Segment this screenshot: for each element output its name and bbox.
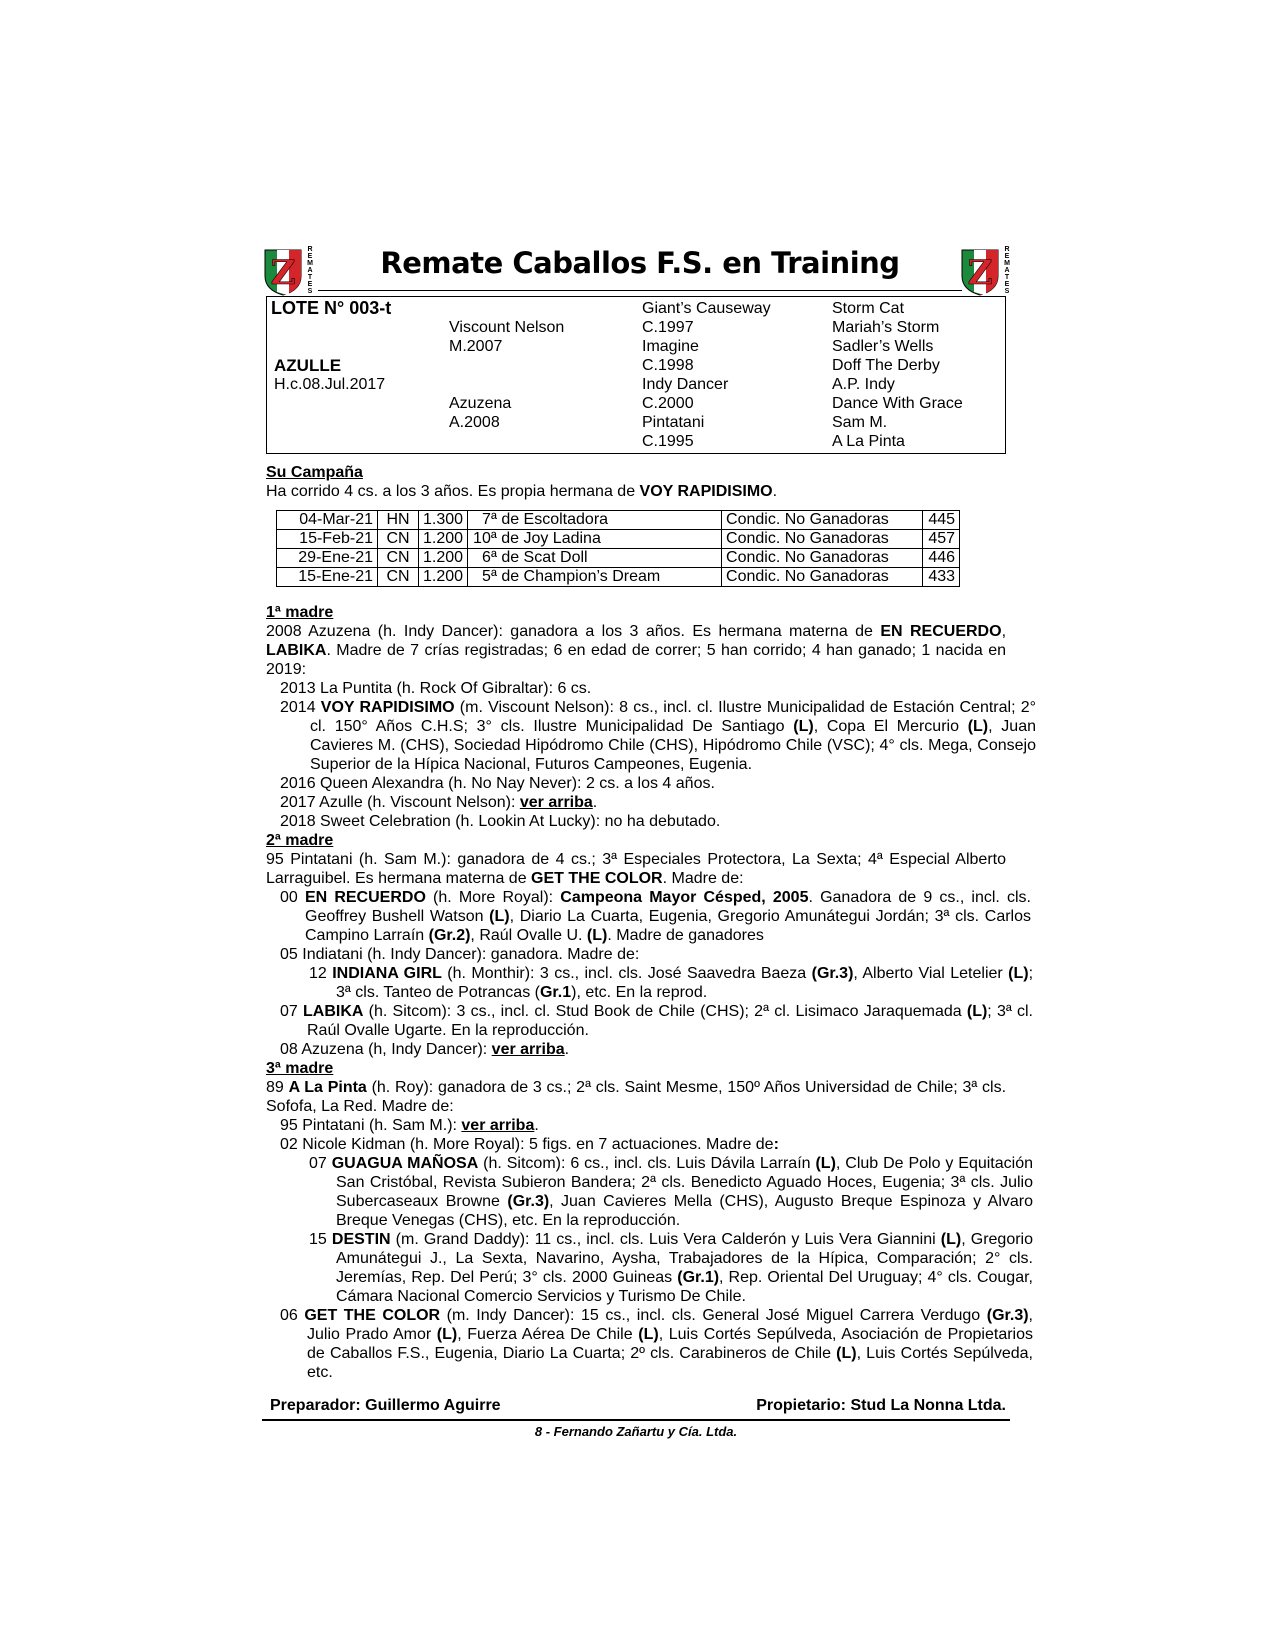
first-dam-section	[266, 603, 1006, 679]
grandparent-name: Indy Dancer	[642, 376, 729, 393]
grandparent-name: Imagine	[642, 338, 699, 355]
logo-left	[263, 246, 318, 296]
second-dam-heading: 2ª madre	[266, 832, 334, 849]
logo-letter: Z	[967, 253, 993, 293]
footer-divider	[262, 1419, 1010, 1421]
table-row: 15-Feb-21 CN 1.200 10ª de Joy Ladina Condic. No Ganadoras 457	[277, 530, 960, 549]
offspring-entry: 07 GUAGUA MAÑOSA (h. Sitcom): 6 cs., incl. cls. Luis Dávila Larraín (L), Club De Polo y Equitación San Cristóbal, Revista Subieron Bandera; 2ª cls. Benedicto Aguado Hoces, Eugenia; 3ª cls. Julio Subercaseaux Browne (Gr.3), Juan Cavieres Mella (CHS), Augusto Breque Espinoza y Alvaro Breque Venegas (CHS), etc. En la reproducción.	[309, 1155, 1034, 1229]
great-grandparent: A.P. Indy	[832, 376, 895, 393]
offspring-entry: 08 Azuzena (h, Indy Dancer): ver arriba.	[280, 1041, 570, 1058]
page-title: Remate Caballos F.S. en Training	[380, 246, 900, 280]
offspring-entry: 02 Nicole Kidman (h. More Royal): 5 figs. en 7 actuaciones. Madre de:	[280, 1136, 779, 1153]
offspring-entry: 05 Indiatani (h. Indy Dancer): ganadora. Madre de:	[280, 946, 640, 963]
campaign-heading: Su Campaña	[266, 464, 363, 481]
campaign-section	[266, 463, 1006, 501]
third-dam-section	[266, 1059, 1006, 1116]
horse-info: H.c.08.Jul.2017	[274, 376, 386, 393]
owner-label: Propietario: Stud La Nonna Ltda.	[756, 1397, 1006, 1414]
grandparent-info: C.1995	[642, 433, 694, 450]
great-grandparent: Mariah’s Storm	[832, 319, 940, 336]
grandparent-name: Pintatani	[642, 414, 705, 431]
ver-arriba-link[interactable]: ver arriba	[491, 1041, 565, 1058]
logo-right	[960, 246, 1015, 296]
title-underline	[318, 290, 962, 291]
ver-arriba-link[interactable]: ver arriba	[519, 794, 593, 811]
table-row: 29-Ene-21 CN 1.200 6ª de Scat Doll Condic. No Ganadoras 446	[277, 549, 960, 568]
great-grandparent: Doff The Derby	[832, 357, 940, 374]
sire-name: Viscount Nelson	[449, 319, 565, 336]
lot-number: LOTE N° 003-t	[271, 298, 392, 318]
page-footer: 8 - Fernando Zañartu y Cía. Ltda.	[534, 1424, 738, 1439]
remates-shield-logo	[263, 246, 303, 296]
offspring-entry: 07 LABIKA (h. Sitcom): 3 cs., incl. cl. Stud Book de Chile (CHS); 2ª cl. Lisimaco Jaraquemada (L); 3ª cl. Raúl Ovalle Ugarte. En la reproducción.	[280, 1003, 1033, 1039]
logo-vertical-text: R E M A T E S	[1004, 246, 1010, 295]
grandparent-info: C.1998	[642, 357, 694, 374]
ver-arriba-link[interactable]: ver arriba	[461, 1117, 535, 1134]
offspring-entry: 2013 La Puntita (h. Rock Of Gibraltar): 6 cs.	[280, 680, 592, 697]
horse-name: AZULLE	[274, 356, 342, 375]
table-row: 04-Mar-21 HN 1.300 7ª de Escoltadora Condic. No Ganadoras 445	[277, 511, 960, 530]
offspring-entry: 2016 Queen Alexandra (h. No Nay Never): 2 cs. a los 4 años.	[280, 775, 715, 792]
great-grandparent: A La Pinta	[832, 433, 905, 450]
pedigree-box	[266, 296, 1006, 454]
offspring-entry: 15 DESTIN (m. Grand Daddy): 11 cs., incl. cls. Luis Vera Calderón y Luis Vera Giannini (L), Gregorio Amunátegui J., La Sexta, Navarino, Aysha, Trabajadores de la Hípica, Comparación; 2° cls. Jeremías, Rep. Del Perú; 3° cls. 2000 Guineas (Gr.1), Rep. Oriental Del Uruguay; 4° cls. Cougar, Cámara Nacional Comercio Servicios y Turismo De Chile.	[309, 1231, 1034, 1305]
first-dam-heading: 1ª madre	[266, 604, 334, 621]
sire-info: M.2007	[449, 338, 503, 355]
grandparent-info: C.2000	[642, 395, 694, 412]
dam-name: Azuzena	[449, 395, 512, 412]
second-dam-section	[266, 831, 1006, 888]
offspring-entry: 2014 VOY RAPIDISIMO (m. Viscount Nelson): 8 cs., incl. cl. Ilustre Municipalidad de Estación Central; 2° cl. 150° Años C.H.S; 3° cls. Ilustre Municipalidad De Santiago (L), Copa El Mercurio (L), Juan Cavieres M. (CHS), Sociedad Hipódromo Chile (CHS), Hipódromo Chile (VSC); 4° cls. Mega, Consejo Superior de la Hípica Nacional, Futuros Campeones, Eugenia.	[280, 699, 1036, 773]
grandparent-info: C.1997	[642, 319, 694, 336]
second-dam-intro: 95 Pintatani (h. Sam M.): ganadora de 4 cs.; 3ª Especiales Protectora, La Sexta; 4ª Especial Alberto Larraguibel. Es hermana materna de GET THE COLOR. Madre de:	[266, 851, 1006, 887]
third-dam-heading: 3ª madre	[266, 1060, 334, 1077]
remates-shield-logo	[960, 246, 1000, 296]
great-grandparent: Sam M.	[832, 414, 888, 431]
offspring-entry: 95 Pintatani (h. Sam M.): ver arriba.	[280, 1117, 539, 1134]
great-grandparent: Storm Cat	[832, 300, 905, 317]
logo-vertical-text: R E M A T E S	[307, 246, 313, 295]
first-dam-intro: 2008 Azuzena (h. Indy Dancer): ganadora a los 3 años. Es hermana materna de EN RECUERDO, LABIKA. Madre de 7 crías registradas; 6 en edad de correr; 5 han corrido; 4 han ganado; 1 nacida en 2019:	[266, 623, 1007, 678]
offspring-entry: 12 INDIANA GIRL (h. Monthir): 3 cs., incl. cls. José Saavedra Baeza (Gr.3), Alberto Vial Letelier (L); 3ª cls. Tanteo de Potrancas (Gr.1), etc. En la reprod.	[309, 965, 1034, 1001]
campaign-summary: Ha corrido 4 cs. a los 3 años. Es propia hermana de VOY RAPIDISIMO.	[266, 483, 778, 500]
offspring-entry: 06 GET THE COLOR (m. Indy Dancer): 15 cs., incl. cls. General José Miguel Carrera Verdugo (Gr.3), Julio Prado Amor (L), Fuerza Aérea De Chile (L), Luis Cortés Sepúlveda, Asociación de Propietarios de Caballos F.S., Eugenia, Diario La Cuarta; 2º cls. Carabineros de Chile (L), Luis Cortés Sepúlveda, etc.	[280, 1307, 1034, 1381]
race-table	[276, 510, 960, 587]
offspring-entry: 00 EN RECUERDO (h. More Royal): Campeona Mayor Césped, 2005. Ganadora de 9 cs., incl. cls. Geoffrey Bushell Watson (L), Diario La Cuarta, Eugenia, Gregorio Amunátegui Jordán; 3ª cls. Carlos Campino Larraín (Gr.2), Raúl Ovalle U. (L). Madre de ganadores	[280, 889, 1032, 944]
dam-info: A.2008	[449, 414, 500, 431]
offspring-entry: 2017 Azulle (h. Viscount Nelson): ver arriba.	[280, 794, 598, 811]
table-row: 15-Ene-21 CN 1.200 5ª de Champion’s Dream Condic. No Ganadoras 433	[277, 568, 960, 587]
grandparent-name: Giant’s Causeway	[642, 300, 771, 317]
logo-letter: Z	[270, 253, 296, 293]
trainer-label: Preparador: Guillermo Aguirre	[270, 1397, 501, 1414]
great-grandparent: Sadler’s Wells	[832, 338, 934, 355]
offspring-entry: 2018 Sweet Celebration (h. Lookin At Lucky): no ha debutado.	[280, 813, 721, 830]
third-dam-intro: 89 A La Pinta (h. Roy): ganadora de 3 cs.; 2ª cls. Saint Mesme, 150º Años Universidad de Chile; 3ª cls. Sofofa, La Red. Madre de:	[266, 1079, 1007, 1115]
great-grandparent: Dance With Grace	[832, 395, 963, 412]
